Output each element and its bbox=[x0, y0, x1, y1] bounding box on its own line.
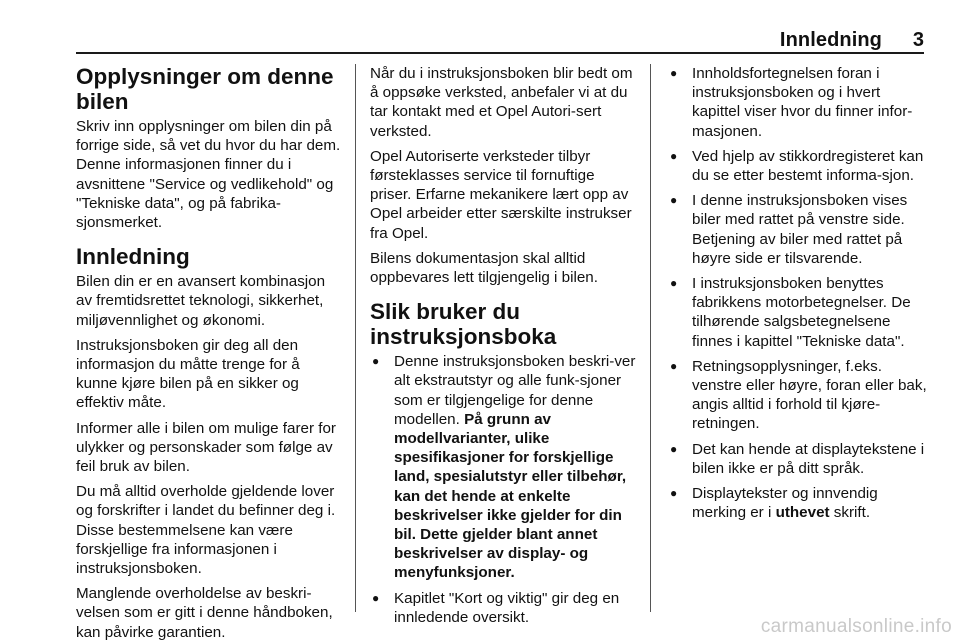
list-item: ● I instruksjonsboken benyttes fabrikkens motorbetegnelser. De tilhørende salgsbetegnelsene finnes i kapittel "Tekniske data". bbox=[668, 274, 930, 351]
column-2 bbox=[370, 64, 638, 633]
paragraph: Instruksjonsboken gir deg all den informasjon du måtte trenge for å kunne kjøre bilen på en sikker og effektiv måte. bbox=[76, 336, 300, 412]
column-1 bbox=[76, 64, 344, 642]
bullet-text: Displaytekster og innvendig merking er i bbox=[692, 485, 878, 522]
bullet-list bbox=[668, 64, 930, 522]
paragraph: Bilen din er en avansert kombinasjon av fremtidsrettet teknologi, sikkerhet, miljøvennlighet og økonomi. bbox=[76, 273, 326, 329]
running-head bbox=[76, 29, 924, 53]
list-item: ● I denne instruksjonsboken vises biler med rattet på venstre side. Betjening av biler med rattet på høyre side er tilsvarende. bbox=[668, 191, 930, 268]
paragraph: Skriv inn opplysninger om bilen din på forrige side, så vet du hvor du har dem. Denne informasjonen finner du i avsnittene "Service og vedlikehold" og "Tekniske data", og på fabrika-sjonsmerket. bbox=[76, 118, 341, 232]
bullet-list bbox=[370, 352, 638, 627]
list-item: ● Kapitlet "Kort og viktig" gir deg en innledende oversikt. bbox=[370, 589, 638, 627]
bullet-text: skrift. bbox=[829, 504, 871, 522]
section-heading-introduction: Innledning bbox=[76, 244, 190, 270]
column-divider-1 bbox=[355, 64, 356, 612]
bold-word: uthevet bbox=[775, 504, 830, 522]
list-item: ● Retningsopplysninger, f.eks. venstre eller høyre, foran eller bak, angis alltid i forhold til kjøre-retningen. bbox=[668, 357, 930, 434]
paragraph: Opel Autoriserte verksteder tilbyr førsteklasses service til fornuftige priser. Erfarne mekanikere lært opp av Opel arbeider etter særskilte instrukser fra Opel. bbox=[370, 147, 632, 242]
section-heading-how-to-use: Slik bruker du instruksjonsboka bbox=[370, 299, 557, 350]
page-number: 3 bbox=[912, 29, 924, 51]
list-item: ● Det kan hende at displaytekstene i bilen ikke er på ditt språk. bbox=[668, 440, 930, 478]
list-item bbox=[668, 484, 930, 522]
paragraph: Manglende overholdelse av beskri-velsen som er gitt i denne håndboken, kan påvirke garantien. bbox=[76, 585, 333, 641]
header-rule bbox=[76, 52, 924, 54]
column-3 bbox=[668, 64, 930, 528]
list-item: ● Innholdsfortegnelsen foran i instruksjonsboken og i hvert kapittel viser hvor du finner infor-masjonen. bbox=[668, 64, 930, 141]
list-item bbox=[370, 352, 638, 582]
paragraph: Du må alltid overholde gjeldende lover og forskrifter i landet du befinner deg i. Disse bestemmelsene kan være forskjellige fra informasjonen i instruksjonsboken. bbox=[76, 483, 336, 578]
list-item: ● Ved hjelp av stikkordregisteret kan du se etter bestemt informa-sjon. bbox=[668, 147, 930, 185]
bullet-bold-text: På grunn av modellvarianter, ulike spesifikasjoner for forskjellige land, spesialutstyr eller tilbehør, kan det hende at enkelte beskrivelser ikke gjelder for din bil. Dette gjelder blant annet beskrivelser av display- og menyfunksjoner. bbox=[394, 410, 627, 582]
paragraph: Informer alle i bilen om mulige farer for ulykker og personskader som følge av feil bruk av bilen. bbox=[76, 419, 336, 476]
column-divider-2 bbox=[650, 64, 651, 612]
bullet-text: Denne instruksjonsboken beskri-ver alt ekstrautstyr og alle funk-sjoner som er tilgjengelige for denne modellen. bbox=[394, 353, 636, 428]
paragraph: Bilens dokumentasjon skal alltid oppbevares lett tilgjengelig i bilen. bbox=[370, 249, 598, 287]
chapter-title: Innledning bbox=[779, 29, 882, 51]
section-heading-vehicle-info: Opplysninger om denne bilen bbox=[76, 64, 334, 114]
paragraph: Når du i instruksjonsboken blir bedt om å oppsøke verksted, anbefaler vi at du tar kontakt med et Opel Autori-sert verksted. bbox=[370, 65, 633, 140]
watermark: carmanualsonline.info bbox=[760, 616, 952, 637]
